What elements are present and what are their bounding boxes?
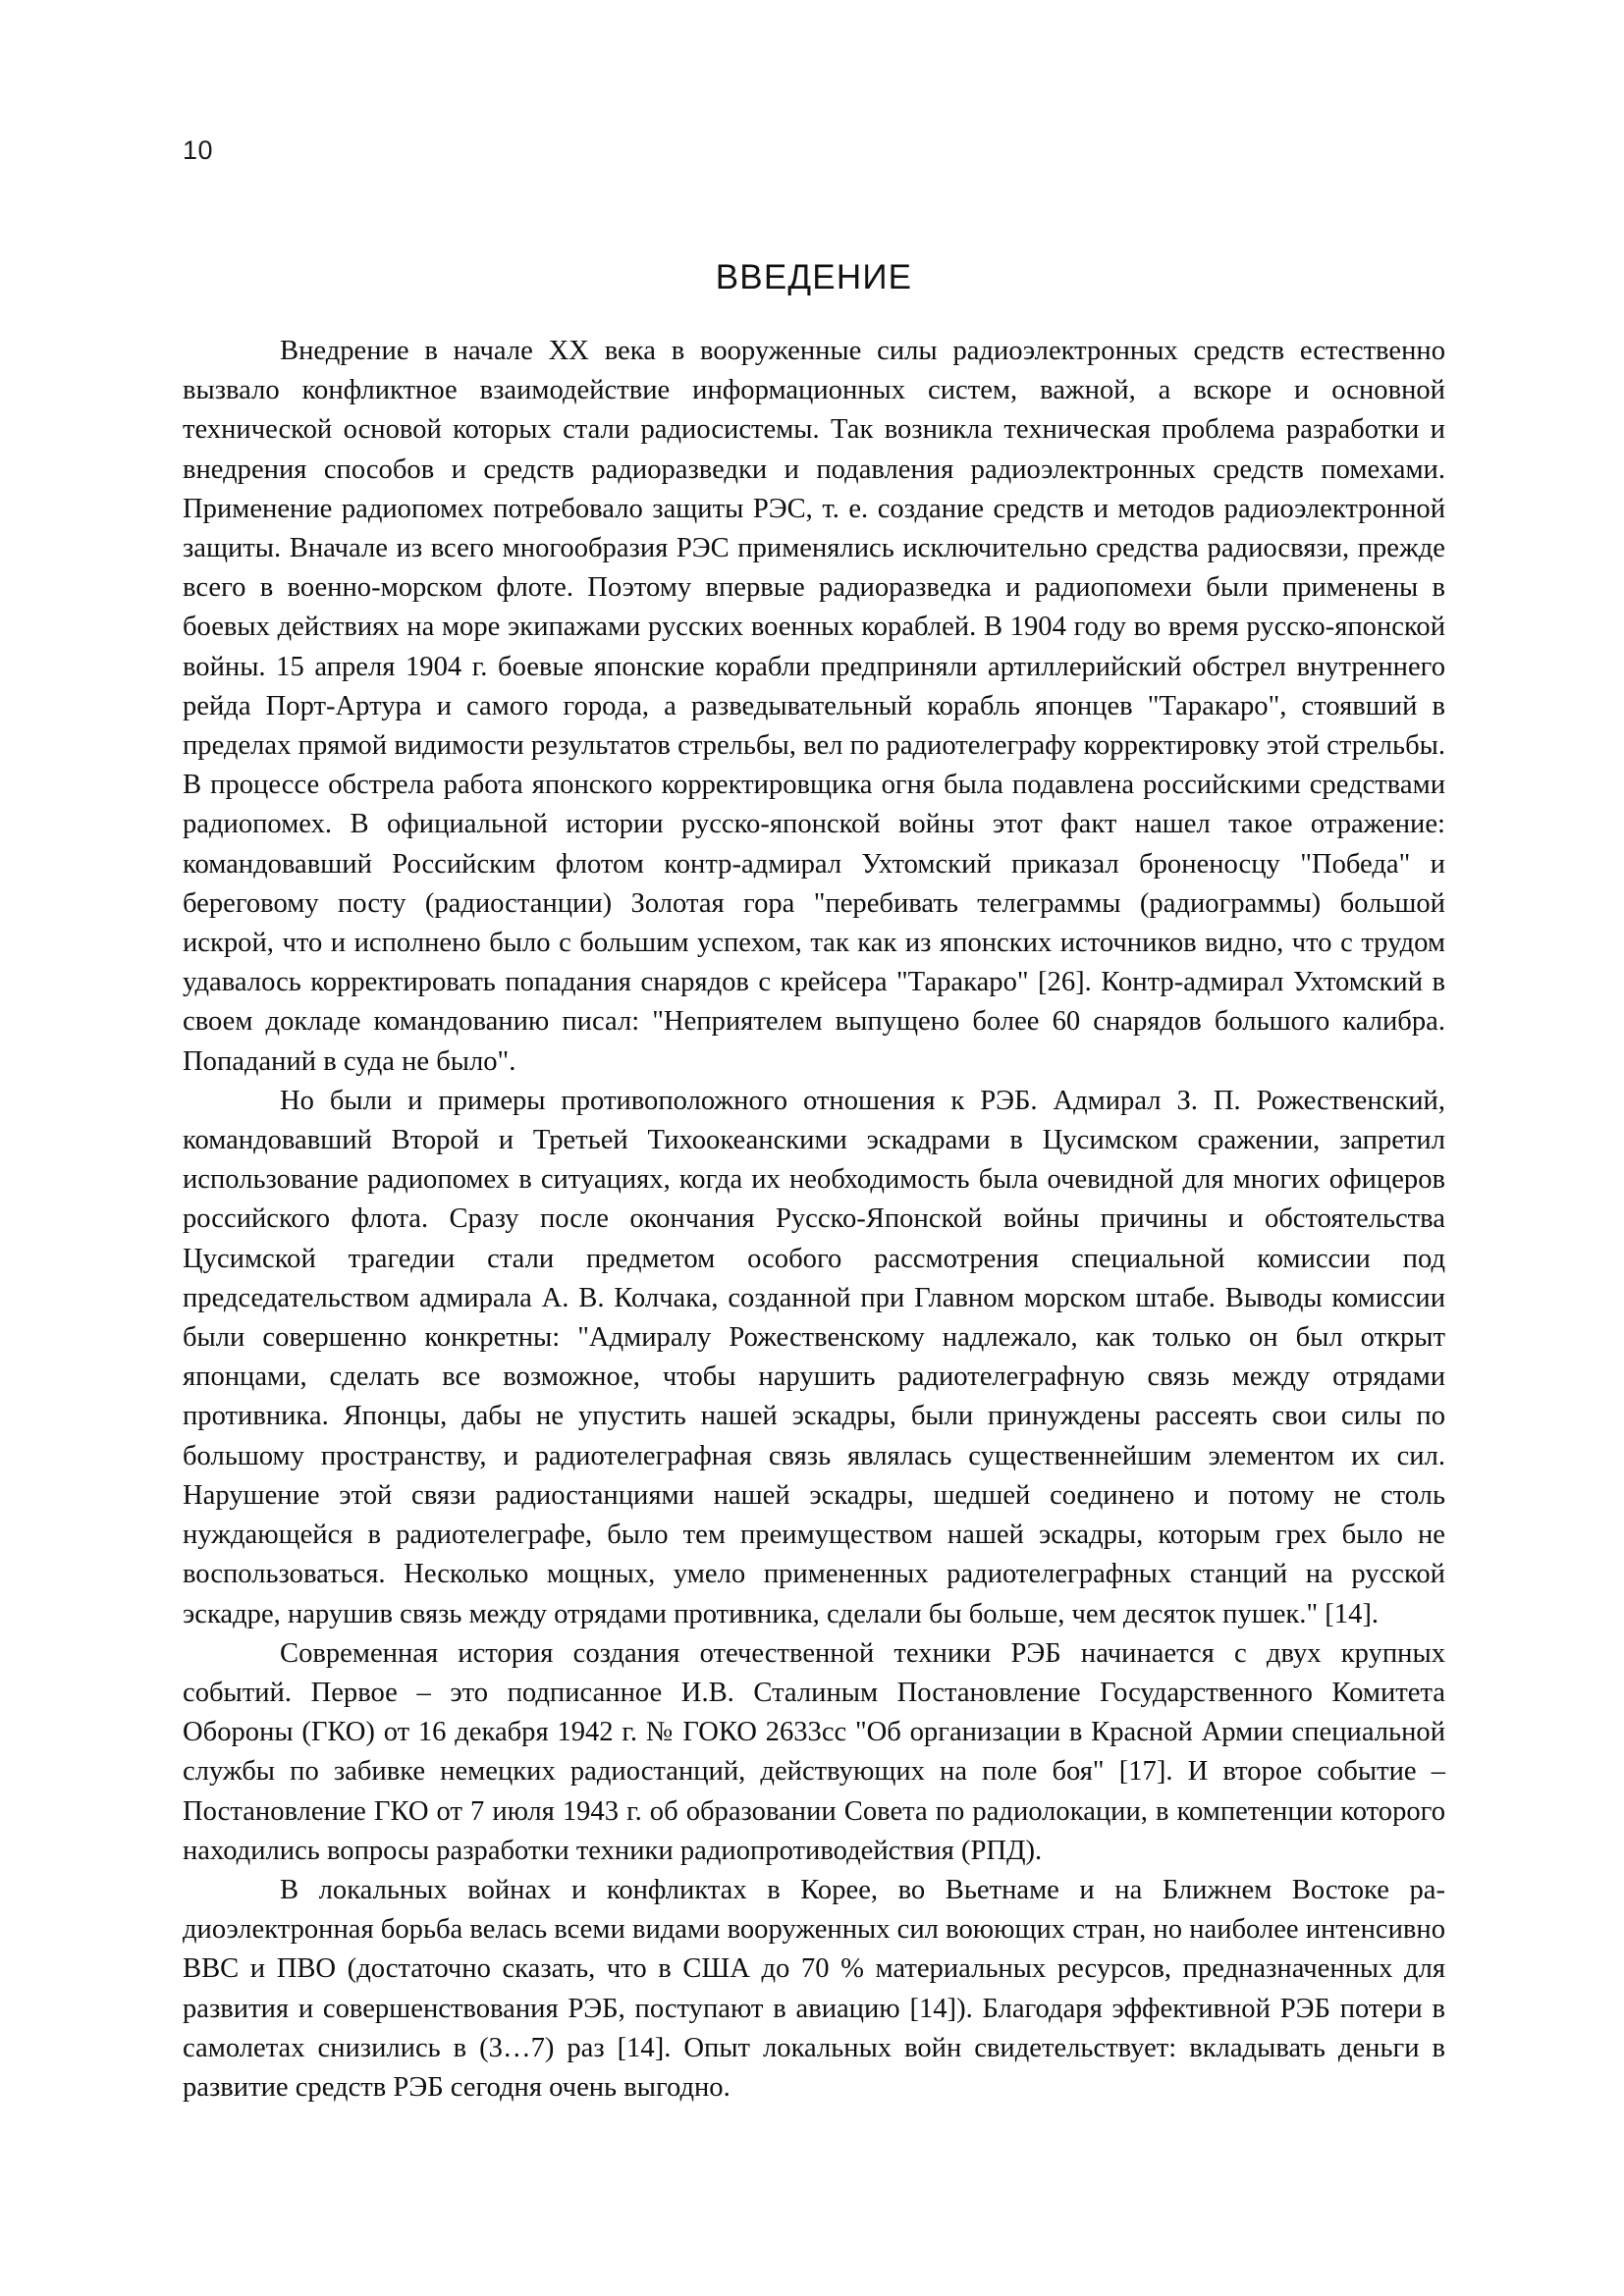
paragraph: Современная история создания отечественной техники РЭБ начинается с двух крупных событий. Первое – это подписанное И.В. Сталиным Постановление Государственного Комитета Обороны (ГКО) от 16 декабря 1942 г. № ГОКО 2633сс "Об организации в Красной Армии специальной службы по забивке немецких радиостанций, действующих на поле боя" [17]. И второе событие – Постановление ГКО от 7 июля 1943 г. об образовании Совета по радиолокации, в компетенции которого находились вопросы разработки техники радиопротиводействия (РПД). [183, 1637, 1445, 1866]
paragraph: В локальных войнах и конфликтах в Корее, во Вьетнаме и на Ближнем Востоке радиоэлектронная борьба велась всеми видами вооруженных сил воюющих стран, но наиболее интенсивно ВВС и ПВО (достаточно сказать, что в США до 70 % материальных ресурсов, предназначенных для развития и совершенствования РЭБ, поступают в авиацию [14]). Благодаря эффективной РЭБ потери в самолетах снизились в (3…7) раз [14]. Опыт локальных войн свидетельствует: вкладывать деньги в развитие средств РЭБ сегодня очень выгодно. [183, 1874, 1445, 2103]
page-content [183, 257, 1445, 2108]
paragraph: Но были и примеры противоположного отношения к РЭБ. Адмирал З. П. Рожественский, командовавший Второй и Третьей Тихоокеанскими эскадрами в Цусимском сражении, запретил использование радиопомех в ситуациях, когда их необходимость была очевидной для многих офицеров российского флота. Сразу после окончания Русско-Японской войны причины и обстоятельства Цусимской трагедии стали предметом особого рассмотрения специальной комиссии под председательством адмирала А. В. Колчака, созданной при Главном морском штабе. Выводы комиссии были совершенно конкретны: "Адмиралу Рожественскому надлежало, как только он был открыт японцами, сделать все возможное, чтобы нарушить радиотелеграфную связь между отрядами противника. Японцы, дабы не упустить нашей эскадры, были принуждены рассеять свои силы по большому пространству, и радиотелеграфная связь являлась существеннейшим элементом их сил. Нарушение этой связи радиостанциями нашей эскадры, шедшей соединено и потому не столь нуждающейся в радиотелеграфе, было тем преимуществом нашей эскадры, которым грех было не воспользоваться. Несколько мощных, умело примененных радиотелеграфных станций на русской эскадре, нарушив связь между отрядами противника, сделали бы больше, чем десяток пушек." [14]. [183, 1085, 1445, 1629]
body-text [183, 332, 1445, 2108]
page-number: 10 [183, 135, 214, 165]
page-title: ВВЕДЕНИЕ [715, 258, 913, 296]
paragraph: Внедрение в начале XX века в вооруженные силы радиоэлектронных средств естественно вызвало конфликтное взаимодействие информационных систем, важной, а вскоре и основной технической основой которых стали радиосистемы. Так возникла техническая проблема разработки и внедрения способов и средств радиоразведки и подавления радиоэлектронных средств помехами. Применение радиопомех потребовало защиты РЭС, т. е. создание средств и методов радиоэлектронной защиты. Вначале из всего многообразия РЭС применялись исключительно средства радиосвязи, прежде всего в военно-морском флоте. Поэтому впервые радиоразведка и радиопомехи были применены в боевых действиях на море экипажами русских военных кораблей. В 1904 году во время русско-японской войны. 15 апреля 1904 г. боевые японские корабли предприняли артиллерийский обстрел внутреннего рейда Порт-Артура и самого города, а разведывательный корабль японцев "Таракаро", стоявший в пределах прямой видимости результатов стрельбы, вел по радиотелеграфу корректировку этой стрельбы. В процессе обстрела работа японского корректировщика огня была подавлена российскими средствами радиопомех. В официальной истории русско-японской войны этот факт нашел такое отражение: командовавший Российским флотом контр-адмирал Ухтомский приказал броненосцу "Победа" и береговому посту (радиостанции) Золотая гора "перебивать телеграммы (радиограммы) большой искрой, что и исполнено было с большим успехом, так как из японских источников видно, что с трудом удавалось корректировать попадания снарядов с крейсера "Таракаро" [26]. Контр-адмирал Ухтомский в своем докладе командованию писал: "Неприятелем выпущено более 60 снарядов большого калибра. Попаданий в суда не было". [183, 336, 1445, 1077]
